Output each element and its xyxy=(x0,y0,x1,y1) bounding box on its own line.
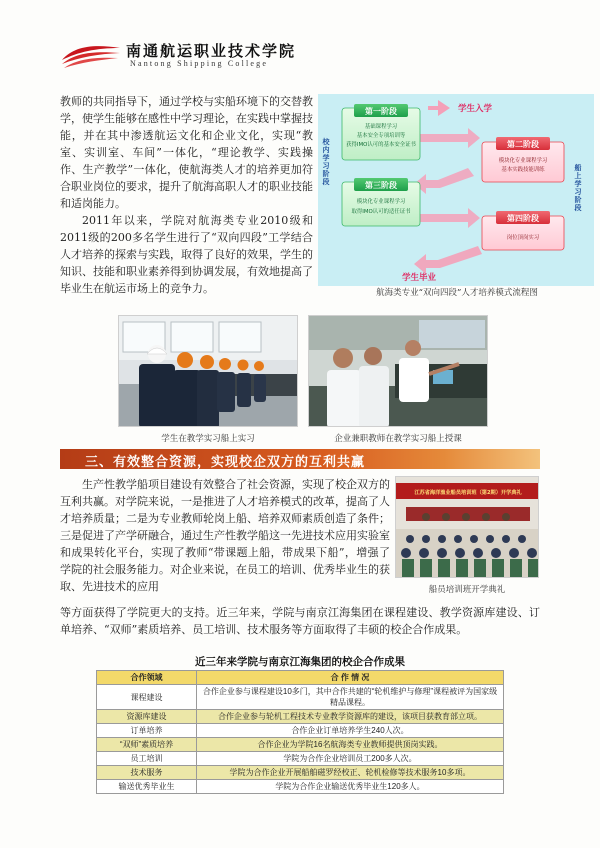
paragraph-1: 教师的共同指导下，通过学校与实船环境下的交替教学，使学生能够在感性中学习理论，在实践中掌握技能，并在其中渗透航运文化和企业文化，实现“教室、实训室、车间”一体化，“理论教学、实践操作、生产教学”一体化，使航海类人才的培养更加符合职业岗位的要求，提升了航海高职人才的职业技能和适岗能力。 xyxy=(60,95,313,210)
paragraph-4: 等方面获得了学院更大的支持。近三年来，学院与南京江海集团在课程建设、教学资源库建设、订单培养、“双师”素质培养、员工培训、技术服务等方面取得了丰硕的校企合作成果。 xyxy=(60,606,540,636)
table-cell-detail: 学院为合作企业输送优秀毕业生120多人。 xyxy=(197,780,504,794)
opening-ceremony-image xyxy=(396,477,539,578)
stage-2-title: 第二阶段 xyxy=(507,140,539,149)
stage-2-line-1: 模块化专业课程学习 xyxy=(498,158,548,164)
flow-label-graduate: 学生毕业 xyxy=(402,273,437,283)
stage-3-line-2: 取得IMO认可的适任证书 xyxy=(351,209,411,215)
table-header-field: 合作领域 xyxy=(97,671,197,685)
photo-teacher-on-ship xyxy=(308,315,488,427)
flow-label-campus: 校内学习阶段 xyxy=(322,138,330,186)
table-row xyxy=(97,710,504,724)
stage-4-title: 第四阶段 xyxy=(507,214,539,223)
section-title: 三、有效整合资源，实现校企双方的互利共赢 xyxy=(85,455,366,470)
page-header xyxy=(60,40,320,70)
table-cell-detail: 学院为合作企业培训员工200多人次。 xyxy=(197,752,504,766)
table-cell-detail: 合作企业为学院16名航海类专业教师提供顶岗实践。 xyxy=(197,738,504,752)
table-row xyxy=(97,724,504,738)
photo-1-caption: 学生在教学实习船上实习 xyxy=(161,434,255,444)
table-cell-field: 资源库建设 xyxy=(97,710,197,724)
table-cell-field: 订单培养 xyxy=(97,724,197,738)
stage-1-line-1: 基础课程学习 xyxy=(364,124,398,130)
table-header-row xyxy=(97,671,504,685)
school-name-english: Nantong Shipping College xyxy=(130,59,269,68)
teacher-lecturing-image xyxy=(309,316,488,427)
cooperation-results-table xyxy=(96,670,504,794)
stage-2-line-2: 基本实践技能训练 xyxy=(501,167,545,173)
photo-2-caption: 企业兼职教师在教学实习船上授课 xyxy=(334,434,462,444)
table-header-detail: 合 作 情 况 xyxy=(197,671,504,685)
table-row xyxy=(97,780,504,794)
flow-label-enter: 学生入学 xyxy=(458,104,493,114)
paragraph-3: 生产性教学船项目建设有效整合了社会资源，实现了校企双方的互利共赢。对学院来说，一是推进了人才培养模式的改革，提高了人才培养质量；二是为专业教师轮岗上船、培养双师素质创造了条件；三是促进了产学研融合，通过生产性教学船这一先进技术应用实验室和成果转化平台，实现了教师“带课题上船，带成果下船”，增强了学院的社会服务能力。对企业来说，在员工的培训、优秀毕业生的获取、先进技术的应用 xyxy=(60,478,390,593)
section-heading-bar xyxy=(60,449,540,469)
table-cell-detail: 合作企业参与课程建设10多门，其中合作共建的“轮机维护与修理”课程被评为国家级精品课程。 xyxy=(197,685,504,710)
stage-3-title: 第三阶段 xyxy=(365,181,397,190)
stage-3-line-1: 模块化专业课程学习 xyxy=(356,199,406,205)
stage-1-title: 第一阶段 xyxy=(365,107,397,116)
training-mode-flowchart xyxy=(318,94,594,286)
stage-4-line-1: 岗位顶岗实习 xyxy=(506,235,540,241)
table-cell-detail: 合作企业参与轮机工程技术专业教学资源库的建设，该项目获教育部立项。 xyxy=(197,710,504,724)
ceremony-banner-text: 江苏省海洋渔业船员培训班（第2期）开学典礼 xyxy=(414,490,522,496)
table-cell-field: “双师”素质培养 xyxy=(97,738,197,752)
table-cell-detail: 合作企业订单培养学生240人次。 xyxy=(197,724,504,738)
table-row xyxy=(97,766,504,780)
photo-students-on-ship xyxy=(118,315,298,427)
stage-1-line-3: 获得IMO认可的基本安全证书 xyxy=(346,142,416,148)
school-name-chinese: 南通航运职业技术学院 xyxy=(126,42,297,60)
table-cell-field: 员工培训 xyxy=(97,752,197,766)
table-title: 近三年来学院与南京江海集团的校企合作成果 xyxy=(195,656,405,668)
table-row xyxy=(97,685,504,710)
table-cell-field: 输送优秀毕业生 xyxy=(97,780,197,794)
table-row xyxy=(97,738,504,752)
stage-1-line-2: 基本安全专项培训等 xyxy=(356,133,406,139)
college-logo-icon xyxy=(60,40,122,70)
flow-label-ship: 船上学习阶段 xyxy=(574,164,582,212)
table-row xyxy=(97,752,504,766)
ship-bridge-students-image xyxy=(119,316,298,427)
photo-3-caption: 船员培训班开学典礼 xyxy=(428,585,506,595)
photo-opening-ceremony xyxy=(395,476,539,578)
table-cell-detail: 学院为合作企业开展船舶磁罗经校正、轮机检修等技术服务10多项。 xyxy=(197,766,504,780)
table-cell-field: 技术服务 xyxy=(97,766,197,780)
table-cell-field: 课程建设 xyxy=(97,685,197,710)
flowchart-caption: 航海类专业“双向四段”人才培养模式流程图 xyxy=(376,288,538,298)
paragraph-2: 2011年以来，学院对航海类专业2010级和2011级的200多名学生进行了“双向四段”工学结合人才培养的探索与实践，取得了良好的效果，学生的知识、技能和职业素养得到协调发展，有效地提高了毕业生在航运市场上的竞争力。 xyxy=(60,214,313,295)
